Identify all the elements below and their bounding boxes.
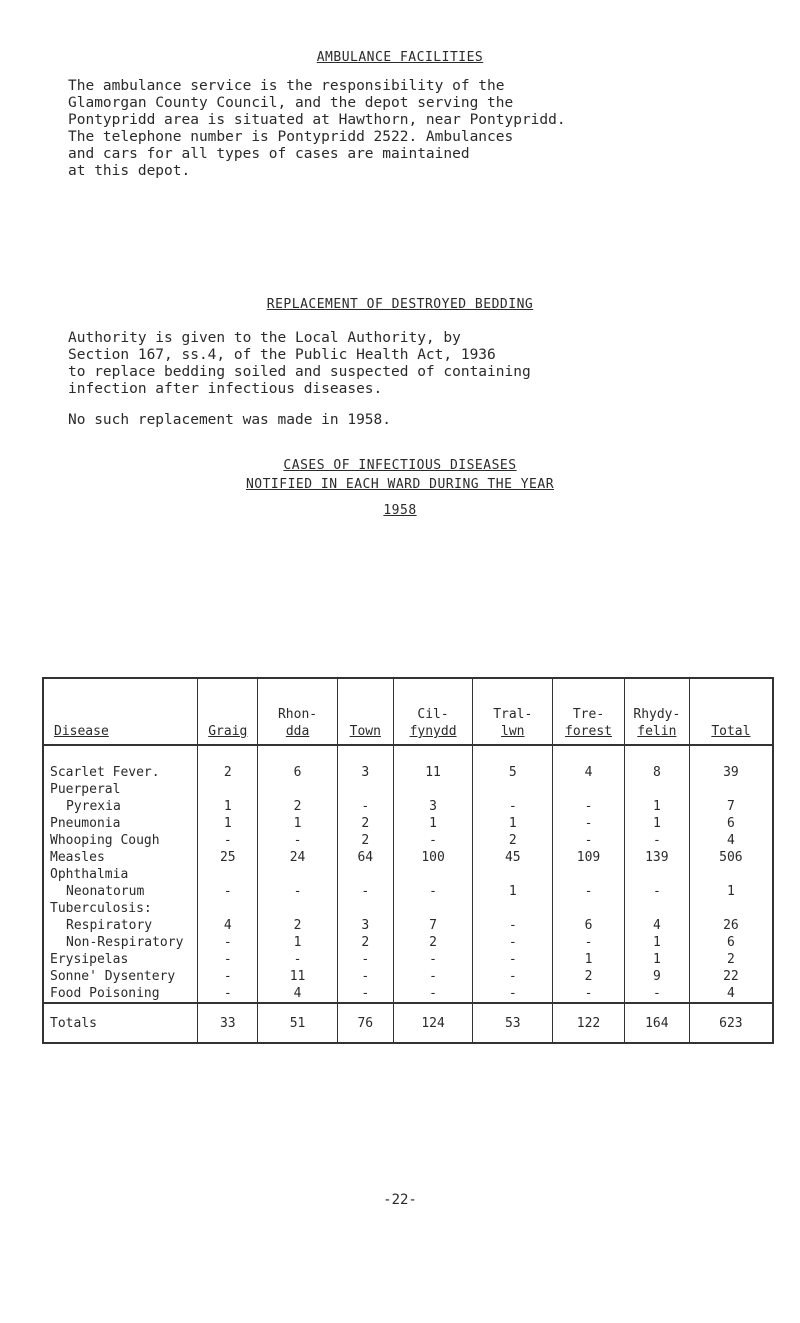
case-count [689, 745, 773, 764]
case-count [393, 900, 473, 917]
case-count [553, 900, 625, 917]
case-count [473, 781, 553, 798]
case-count [553, 866, 625, 883]
ambulance-facilities-heading: AMBULANCE FACILITIES [316, 50, 484, 65]
case-count: 39 [689, 764, 773, 781]
case-count [553, 745, 625, 764]
case-count: 1 [689, 883, 773, 900]
case-count: 5 [473, 764, 553, 781]
case-count: 11 [393, 764, 473, 781]
column-header-bottom: forest [565, 724, 612, 739]
case-count: - [473, 917, 553, 934]
case-count [689, 866, 773, 883]
case-count: 2 [198, 764, 258, 781]
case-count: 1 [624, 815, 689, 832]
case-count: 76 [337, 1003, 393, 1043]
column-header [43, 678, 198, 745]
disease-name: Neonatorum [66, 884, 145, 899]
column-header-bottom: lwn [501, 724, 525, 739]
column-header-bottom: Disease [54, 724, 109, 739]
table-row [43, 764, 773, 781]
case-count: 1 [473, 883, 553, 900]
case-count [393, 781, 473, 798]
case-count: 2 [258, 917, 338, 934]
case-count [393, 866, 473, 883]
totals-row [43, 1003, 773, 1043]
case-count [198, 900, 258, 917]
disease-name: Respiratory [66, 918, 153, 933]
column-header-top: Tral- [493, 707, 533, 722]
case-count: 1 [198, 798, 258, 815]
case-count [258, 745, 338, 764]
case-count: 4 [258, 985, 338, 1003]
case-count: 1 [198, 815, 258, 832]
case-count: - [553, 934, 625, 951]
table-row [43, 798, 773, 815]
table-row [43, 781, 773, 798]
case-count: 2 [473, 832, 553, 849]
case-count: 100 [393, 849, 473, 866]
table-row [43, 866, 773, 883]
case-count [393, 745, 473, 764]
table-row [43, 832, 773, 849]
case-count: 623 [689, 1003, 773, 1043]
column-header-bottom: fynydd [409, 724, 457, 739]
case-count [689, 781, 773, 798]
case-count [473, 900, 553, 917]
case-count: - [198, 951, 258, 968]
case-count: - [553, 815, 625, 832]
case-count: 2 [337, 832, 393, 849]
table-row [43, 934, 773, 951]
column-header-bottom: Town [349, 724, 381, 739]
case-count: - [337, 883, 393, 900]
case-count: 2 [337, 815, 393, 832]
case-count: 4 [689, 985, 773, 1003]
disease-name: Totals [43, 1003, 198, 1043]
table-row [43, 849, 773, 866]
case-count [624, 745, 689, 764]
table-row [43, 815, 773, 832]
case-count: 6 [689, 934, 773, 951]
case-count [198, 866, 258, 883]
bedding-text: Authority is given to the Local Authority, by Section 167, ss.4, of the Public Health Act, 1936 to replace bedding soiled and suspected of containing infection after infectious diseases. [68, 330, 531, 397]
case-count [337, 781, 393, 798]
case-count: - [337, 985, 393, 1003]
case-count: - [258, 883, 338, 900]
case-count: 22 [689, 968, 773, 985]
case-count: 2 [337, 934, 393, 951]
table-row [43, 883, 773, 900]
case-count [624, 866, 689, 883]
table-row [43, 917, 773, 934]
case-count: 7 [393, 917, 473, 934]
case-count: 3 [393, 798, 473, 815]
table-row [43, 951, 773, 968]
case-count: - [553, 832, 625, 849]
disease-name: Puerperal [50, 782, 121, 797]
table-body [43, 745, 773, 1043]
case-count: 3 [337, 917, 393, 934]
table-row [43, 985, 773, 1003]
case-count: 4 [198, 917, 258, 934]
case-count: - [258, 832, 338, 849]
column-header [198, 678, 258, 745]
case-count: 1 [258, 934, 338, 951]
disease-name: Non-Respiratory [66, 935, 184, 950]
case-count: 1 [393, 815, 473, 832]
column-header-top: Cil- [417, 707, 449, 722]
case-count: - [198, 883, 258, 900]
case-count: - [198, 832, 258, 849]
case-count: - [198, 934, 258, 951]
case-count [624, 900, 689, 917]
case-count: 3 [337, 764, 393, 781]
case-count: 8 [624, 764, 689, 781]
column-header-bottom: Graig [208, 724, 248, 739]
case-count [337, 866, 393, 883]
case-count: - [624, 985, 689, 1003]
case-count: 53 [473, 1003, 553, 1043]
case-count: 122 [553, 1003, 625, 1043]
case-count: 25 [198, 849, 258, 866]
column-header-bottom: felin [637, 724, 677, 739]
case-count: 1 [624, 951, 689, 968]
case-count: 124 [393, 1003, 473, 1043]
case-count: - [624, 832, 689, 849]
case-count [473, 745, 553, 764]
disease-name: Food Poisoning [50, 986, 160, 1001]
case-count: - [393, 832, 473, 849]
case-count: 9 [624, 968, 689, 985]
case-count: 7 [689, 798, 773, 815]
case-count [473, 866, 553, 883]
column-header [689, 678, 773, 745]
case-count: 4 [689, 832, 773, 849]
case-count: - [473, 951, 553, 968]
column-header-top: Rhon- [277, 707, 318, 722]
table-row [43, 745, 773, 764]
case-count: 164 [624, 1003, 689, 1043]
case-count: - [473, 985, 553, 1003]
table-header-row [43, 678, 773, 745]
case-count [198, 745, 258, 764]
case-count: - [393, 968, 473, 985]
table-row [43, 900, 773, 917]
case-count [337, 900, 393, 917]
case-count: - [473, 798, 553, 815]
case-count: 4 [624, 917, 689, 934]
case-count: 6 [553, 917, 625, 934]
case-count: - [393, 985, 473, 1003]
case-count: - [337, 951, 393, 968]
case-count [337, 745, 393, 764]
cases-heading-year: 1958 [383, 503, 417, 518]
case-count: 2 [393, 934, 473, 951]
case-count: 2 [258, 798, 338, 815]
case-count: 109 [553, 849, 625, 866]
case-count: 506 [689, 849, 773, 866]
case-count [553, 781, 625, 798]
case-count: 139 [624, 849, 689, 866]
infectious-diseases-table [42, 677, 774, 1044]
case-count: - [473, 968, 553, 985]
case-count: 1 [624, 798, 689, 815]
ambulance-facilities-text: The ambulance service is the responsibility of the Glamorgan County Council, and the depot serving the Pontypridd area is situated at Hawthorn, near Pontypridd. The telephone number is Pontypridd 2522. Ambulances and cars for all types of cases are maintained at this depot. [68, 78, 566, 179]
disease-name: Measles [50, 850, 105, 865]
case-count [258, 900, 338, 917]
case-count: - [198, 985, 258, 1003]
case-count: 1 [473, 815, 553, 832]
column-header [393, 678, 473, 745]
case-count: 6 [258, 764, 338, 781]
case-count: 33 [198, 1003, 258, 1043]
bedding-heading: REPLACEMENT OF DESTROYED BEDDING [266, 297, 534, 312]
case-count: - [624, 883, 689, 900]
page-number: -22- [383, 1192, 417, 1208]
disease-name: Tuberculosis: [50, 901, 152, 916]
case-count [258, 866, 338, 883]
disease-name: Scarlet Fever. [50, 765, 160, 780]
column-header [337, 678, 393, 745]
disease-name: Pneumonia [50, 816, 121, 831]
case-count: - [473, 934, 553, 951]
column-header [624, 678, 689, 745]
case-count: - [553, 883, 625, 900]
case-count: - [393, 883, 473, 900]
case-count: - [337, 968, 393, 985]
column-header [553, 678, 625, 745]
case-count: 24 [258, 849, 338, 866]
case-count: 64 [337, 849, 393, 866]
case-count: - [553, 798, 625, 815]
column-header-top: Tre- [572, 707, 605, 722]
case-count: 6 [689, 815, 773, 832]
case-count: 1 [258, 815, 338, 832]
case-count: 2 [553, 968, 625, 985]
case-count: 51 [258, 1003, 338, 1043]
disease-name: Erysipelas [50, 952, 129, 967]
case-count: 45 [473, 849, 553, 866]
case-count: - [553, 985, 625, 1003]
case-count: 11 [258, 968, 338, 985]
case-count: - [337, 798, 393, 815]
column-header [473, 678, 553, 745]
case-count: - [198, 968, 258, 985]
cases-heading-line2: NOTIFIED IN EACH WARD DURING THE YEAR [245, 477, 555, 492]
column-header-top: Rhydy- [633, 707, 681, 722]
column-header-bottom: Total [711, 724, 751, 739]
disease-name: Pyrexia [66, 799, 121, 814]
case-count: 4 [553, 764, 625, 781]
disease-name: Whooping Cough [50, 833, 160, 848]
disease-name: Sonne' Dysentery [50, 969, 176, 984]
case-count: 2 [689, 951, 773, 968]
case-count: 26 [689, 917, 773, 934]
disease-name [43, 745, 198, 764]
case-count [198, 781, 258, 798]
case-count: 1 [624, 934, 689, 951]
case-count: - [258, 951, 338, 968]
cases-heading-line1: CASES OF INFECTIOUS DISEASES [283, 458, 517, 473]
case-count [258, 781, 338, 798]
case-count [689, 900, 773, 917]
disease-name: Ophthalmia [50, 867, 129, 882]
bedding-note: No such replacement was made in 1958. [68, 412, 392, 428]
column-header [258, 678, 338, 745]
case-count: - [393, 951, 473, 968]
case-count: 1 [553, 951, 625, 968]
column-header-bottom: dda [285, 724, 310, 739]
table-row [43, 968, 773, 985]
case-count [624, 781, 689, 798]
